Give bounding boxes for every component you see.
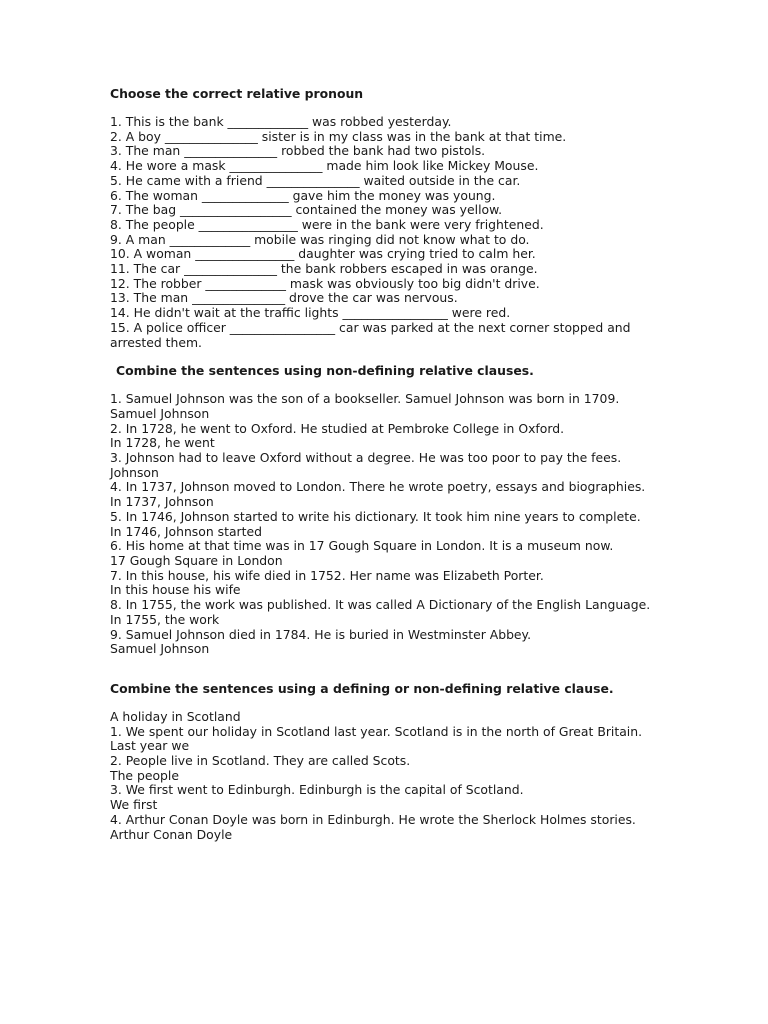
exercise-line: 4. He wore a mask _______________ made him look like Mickey Mouse. — [110, 158, 539, 174]
section2-heading: Combine the sentences using non-defining relative clauses. — [116, 363, 534, 379]
exercise-line: 1. We spent our holiday in Scotland last year. Scotland is in the north of Great Britain. — [110, 723, 643, 739]
exercise-line: 12. The robber _____________ mask was obviously too big didn't drive. — [110, 275, 540, 291]
exercise-line: 3. The man _______________ robbed the bank had two pistols. — [110, 143, 486, 159]
answer-stem: Arthur Conan Doyle — [110, 826, 233, 842]
answer-stem: The people — [110, 767, 179, 783]
section2-exercise-list — [110, 392, 670, 657]
exercise-line: 2. A boy _______________ sister is in my class was in the bank at that time. — [110, 128, 567, 144]
answer-stem: In 1755, the work — [110, 611, 220, 627]
exercise-line: 15. A police officer _________________ car was parked at the next corner stopped and arrested them. — [110, 319, 631, 350]
exercise-line: 2. People live in Scotland. They are called Scots. — [110, 753, 411, 769]
exercise-line: 6. The woman ______________ gave him the money was young. — [110, 187, 496, 203]
exercise-line: 4. Arthur Conan Doyle was born in Edinburgh. He wrote the Sherlock Holmes stories. — [110, 811, 636, 827]
exercise-line: 2. In 1728, he went to Oxford. He studied at Pembroke College in Oxford. — [110, 420, 565, 436]
answer-stem: In 1737, Johnson — [110, 494, 214, 510]
answer-stem: Samuel Johnson — [110, 641, 210, 657]
exercise-line: 4. In 1737, Johnson moved to London. There he wrote poetry, essays and biographies. — [110, 479, 646, 495]
answer-stem: We first — [110, 797, 158, 813]
exercise-line: 9. Samuel Johnson died in 1784. He is buried in Westminster Abbey. — [110, 626, 532, 642]
exercise-line: 8. In 1755, the work was published. It was called A Dictionary of the English Language. — [110, 597, 651, 613]
exercise-line: 9. A man _____________ mobile was ringing did not know what to do. — [110, 231, 530, 247]
exercise-line: 8. The people ________________ were in the bank were very frightened. — [110, 216, 544, 232]
exercise-line: 3. We first went to Edinburgh. Edinburgh is the capital of Scotland. — [110, 782, 524, 798]
section3-heading: Combine the sentences using a defining or non-defining relative clause. — [110, 680, 614, 696]
exercise-line: 7. The bag __________________ contained the money was yellow. — [110, 202, 503, 218]
answer-stem: In 1728, he went — [110, 435, 215, 451]
exercise-line: 6. His home at that time was in 17 Gough Square in London. It is a museum now. — [110, 538, 614, 554]
answer-stem: Samuel Johnson — [110, 405, 210, 421]
section3-exercise-list — [110, 710, 670, 842]
exercise-line: 5. In 1746, Johnson started to write his dictionary. It took him nine years to complete. — [110, 508, 641, 524]
exercise-line: 5. He came with a friend _______________ waited outside in the car. — [110, 172, 521, 188]
answer-stem: 17 Gough Square in London — [110, 552, 283, 568]
answer-stem: In this house his wife — [110, 582, 241, 598]
answer-stem: Last year we — [110, 738, 190, 754]
section1-exercise-list — [110, 115, 670, 350]
worksheet-content — [110, 86, 670, 842]
subsection-title: A holiday in Scotland — [110, 708, 241, 724]
section1-heading: Choose the correct relative pronoun — [110, 86, 364, 101]
exercise-line: 11. The car _______________ the bank robbers escaped in was orange. — [110, 261, 538, 277]
exercise-line: 1. This is the bank _____________ was robbed yesterday. — [110, 114, 452, 129]
exercise-line: 7. In this house, his wife died in 1752. Her name was Elizabeth Porter. — [110, 567, 544, 583]
exercise-line: 3. Johnson had to leave Oxford without a degree. He was too poor to pay the fees. — [110, 450, 622, 466]
answer-stem: Johnson — [110, 464, 159, 480]
exercise-line: 1. Samuel Johnson was the son of a bookseller. Samuel Johnson was born in 1709. — [110, 391, 620, 407]
exercise-line: 14. He didn't wait at the traffic lights _________________ were red. — [110, 305, 511, 321]
answer-stem: In 1746, Johnson started — [110, 523, 262, 539]
exercise-line: 10. A woman ________________ daughter was crying tried to calm her. — [110, 246, 536, 262]
exercise-line: 13. The man _______________ drove the car was nervous. — [110, 290, 458, 306]
